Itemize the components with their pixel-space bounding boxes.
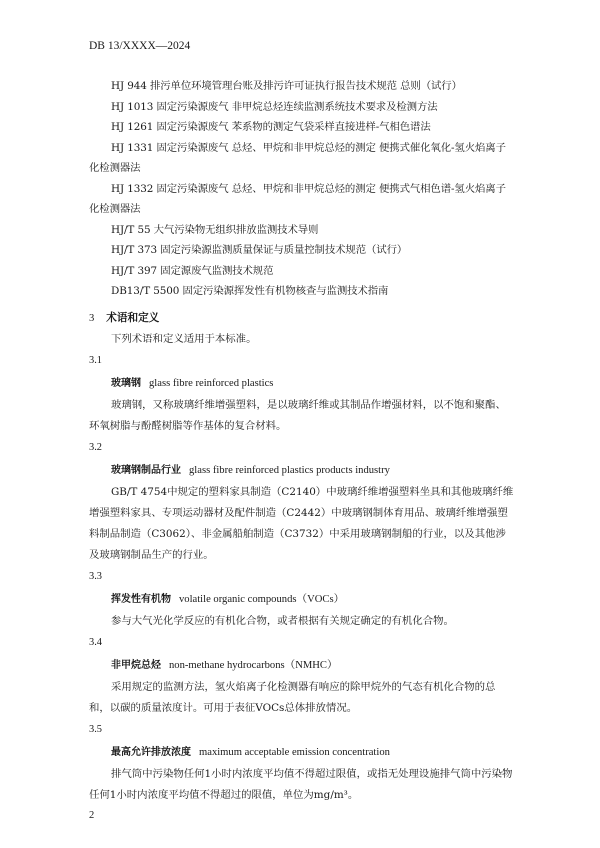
page-number: 2 [89, 810, 95, 821]
term-chinese: 最高允许排放浓度 [111, 746, 191, 758]
term-chinese: 非甲烷总烃 [111, 659, 161, 671]
term-entry [89, 719, 514, 806]
term-definition: 采用规定的监测方法，氢火焰离子化检测器有响应的除甲烷外的气态有机化合物的总和，以碳的质量浓度计。可用于表征VOCs总体排放情况。 [89, 680, 496, 714]
reference-item [89, 179, 514, 220]
term-chinese: 挥发性有机物 [111, 593, 171, 605]
term-number: 3.5 [89, 723, 102, 735]
reference-item: HJ/T 397 固定源废气监测技术规范 [111, 264, 274, 277]
section-title: 术语和定义 [106, 311, 160, 324]
term-number: 3.2 [89, 441, 102, 453]
term-number: 3.3 [89, 570, 102, 582]
term-english: maximum acceptable emission concentration [199, 746, 390, 758]
reference-item: HJ/T 373 固定污染源监测质量保证与质量控制技术规范（试行） [111, 244, 408, 256]
term-definition: 排气筒中污染物任何1小时内浓度平均值不得超过限值，或指无处理设施排气筒中污染物任何1小时内浓度平均值不得超过的限值，单位为mg/m³。 [89, 767, 513, 801]
term-english: glass fibre reinforced plastics products industry [189, 464, 390, 476]
reference-item: DB13/T 5500 固定污染源挥发性有机物核查与监测技术指南 [111, 285, 389, 297]
section-number: 3 [89, 312, 95, 324]
section-intro: 下列术语和定义适用于本标准。 [111, 332, 257, 345]
term-definition: 参与大气光化学反应的有机化合物，或者根据有关规定确定的有机化合物。 [111, 614, 454, 627]
term-english: non-methane hydrocarbons（NMHC） [169, 659, 338, 671]
page-body [89, 76, 514, 806]
reference-item: HJ 1261 固定污染源废气 苯系物的测定气袋采样直接进样-气相色谱法 [111, 121, 431, 133]
term-definition: 玻璃钢，又称玻璃纤维增强塑料，是以玻璃纤维或其制品作增强材料，以不饱和聚酯、环氧树脂与酚醛树脂等作基体的复合材料。 [89, 398, 506, 432]
term-english: glass fibre reinforced plastics [149, 377, 274, 389]
term-definition: GB/T 4754中规定的塑料家具制造（C2140）中玻璃纤维增强塑料坐具和其他玻璃纤维增强塑料家具、专项运动器材及配件制造（C2442）中玻璃钢制体育用品、玻璃纤维增强塑料制品制造（C3062）、非金属船舶制造（C3732）中采用玻璃钢制船的行业，以及其他涉及玻璃钢制品生产的行业。 [89, 485, 514, 561]
term-english: volatile organic compounds（VOCs） [179, 593, 345, 605]
term-number: 3.1 [89, 354, 102, 366]
term-title [111, 654, 514, 677]
reference-line: HJ 1331 固定污染源废气 总烃、甲烷和非甲烷总烃的测定 便携式催化氧化-氢火焰离子 [111, 141, 506, 154]
term-title [111, 372, 514, 395]
document-code-header: DB 13/XXXX—2024 [89, 40, 191, 52]
reference-line: 化检测器法 [89, 162, 141, 174]
reference-item: HJ 944 排污单位环境管理台账及排污许可证执行报告技术规范 总则（试行） [111, 80, 462, 92]
section-heading [89, 308, 514, 329]
reference-item: HJ/T 55 大气污染物无组织排放监测技术导则 [111, 223, 319, 236]
reference-line: HJ 1332 固定污染源废气 总烃、甲烷和非甲烷总烃的测定 便携式气相色谱-氢火焰离子 [111, 182, 506, 195]
term-entry [89, 632, 514, 719]
term-chinese: 玻璃钢制品行业 [111, 464, 181, 476]
term-title [111, 459, 514, 482]
reference-item: HJ 1013 固定污染源废气 非甲烷总烃连续监测系统技术要求及检测方法 [111, 100, 438, 113]
term-entry [89, 437, 514, 566]
term-entry [89, 566, 514, 632]
reference-item [89, 138, 514, 179]
term-chinese: 玻璃钢 [111, 377, 141, 389]
term-title [111, 588, 514, 611]
term-title [111, 741, 514, 764]
term-entry [89, 350, 514, 437]
reference-line: 化检测器法 [89, 203, 141, 215]
term-number: 3.4 [89, 636, 102, 648]
